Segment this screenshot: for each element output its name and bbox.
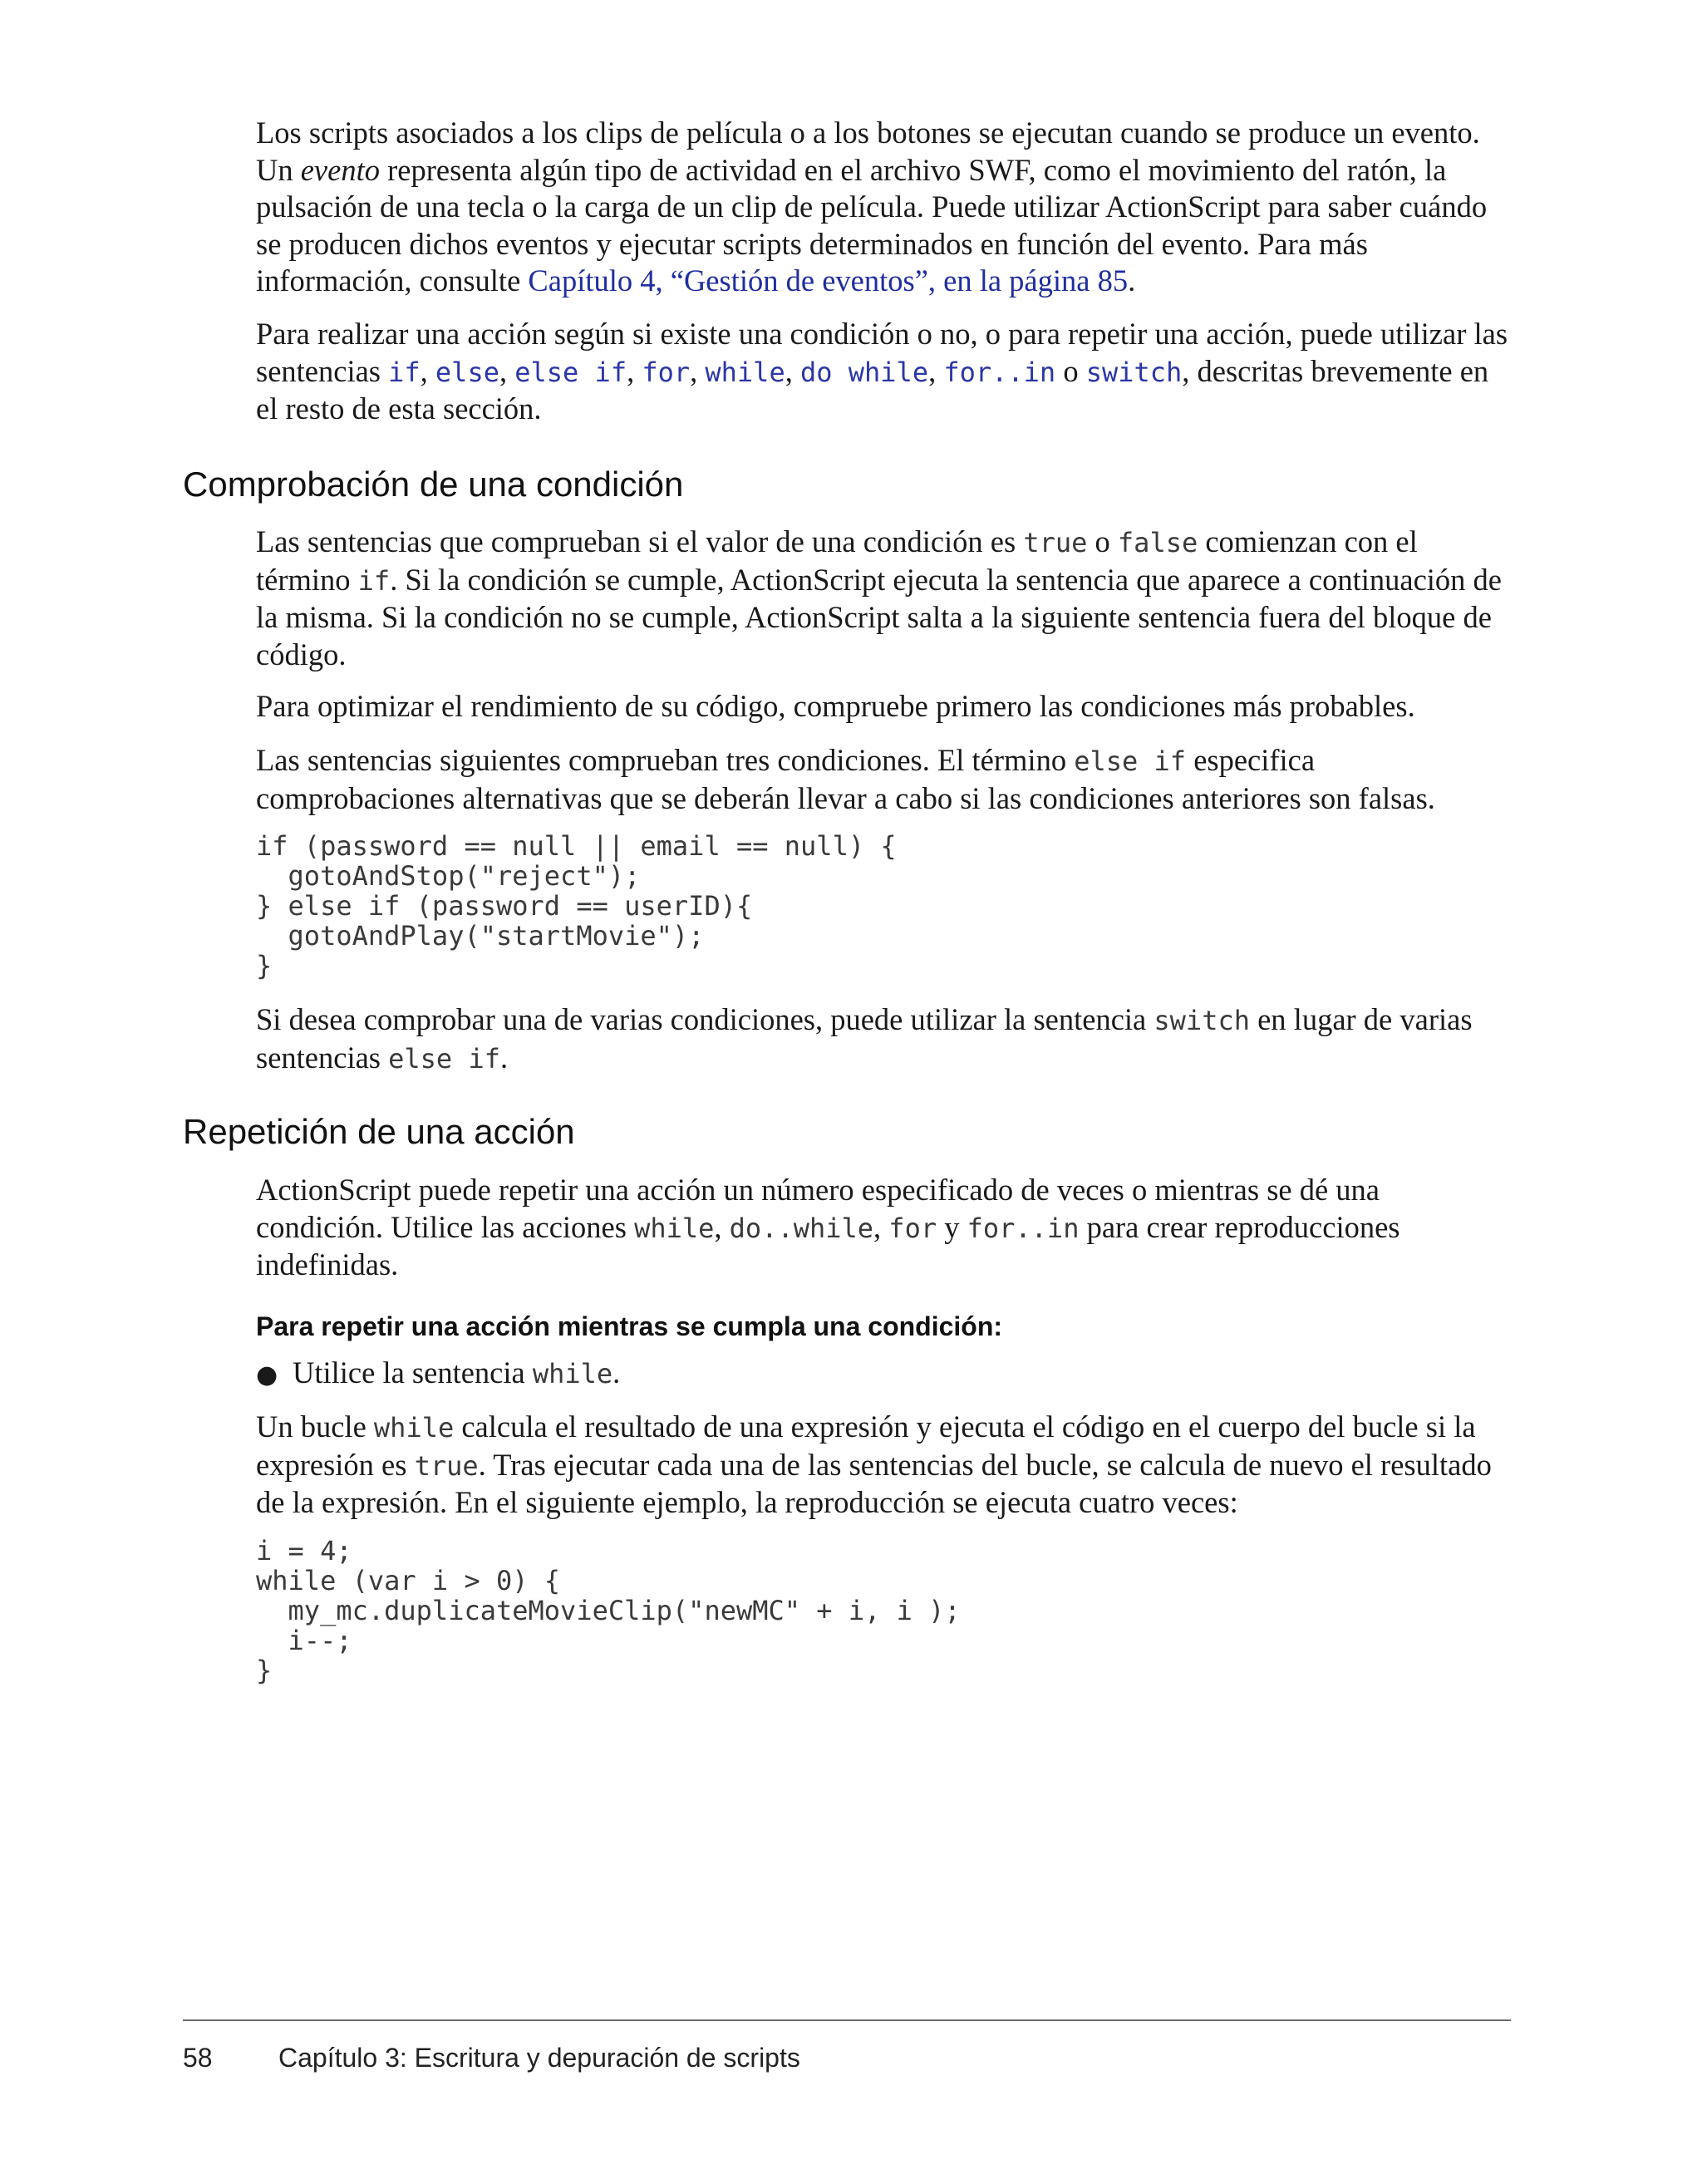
code-true: true xyxy=(414,1449,479,1482)
code-block-while: i = 4; while (var i > 0) { my_mc.duplicateMovieClip("newMC" + i, i ); i--; } xyxy=(256,1535,961,1686)
code-else-if: else if xyxy=(1074,745,1187,777)
if-link[interactable]: if xyxy=(388,356,421,388)
text: para crear reproducciones indefinidas. xyxy=(256,1209,1400,1281)
text: especifica comprobaciones alternativas que se deberán llevar a cabo si las condiciones anteriores son falsas. xyxy=(256,743,1435,815)
text: . Si la condición se cumple, ActionScript ejecuta la sentencia que aparece a continuación de la misma. Si la condición no se cumple, ActionScript salta a la siguiente sentencia fuera del bloque de código. xyxy=(256,562,1502,671)
code-if: if xyxy=(357,564,391,597)
switch-link[interactable]: switch xyxy=(1085,356,1183,388)
code-else-if: else if xyxy=(388,1042,500,1075)
else-link[interactable]: else xyxy=(435,356,499,388)
intro2-text-a: Para realizar una acción según si existe una condición o no, o para repetir una acción, puede utilizar las sentencias xyxy=(256,317,1508,388)
intro2-text-b: , descritas brevemente en el resto de esta sección. xyxy=(256,353,1489,425)
text: . Tras ejecutar cada una de las sentencias del bucle, se calcula de nuevo el resultado de la expresión. En el siguiente ejemplo, la reproducción se ejecuta cuatro veces: xyxy=(256,1447,1492,1519)
condition-paragraph-3 xyxy=(256,742,1511,817)
code-for: for xyxy=(888,1212,937,1244)
text: Si desea comprobar una de varias condiciones, puede utilizar la sentencia xyxy=(256,1002,1154,1036)
text: Utilice la sentencia xyxy=(293,1355,533,1390)
chapter-4-link[interactable]: Capítulo 4, “Gestión de eventos”, en la página 85 xyxy=(528,263,1129,298)
separator: , xyxy=(499,353,515,388)
text: calcula el resultado de una expresión y ejecuta el código en el cuerpo del bucle si la expresión es xyxy=(256,1409,1476,1482)
code-while: while xyxy=(373,1412,455,1444)
code-true: true xyxy=(1023,527,1088,558)
for-link[interactable]: for xyxy=(642,356,691,388)
code-do-while: do..while xyxy=(729,1212,874,1244)
procedure-heading: Para repetir una acción mientras se cumpla una condición: xyxy=(256,1311,1003,1341)
condition-paragraph-2 xyxy=(256,688,1511,726)
text: comienzan con el término xyxy=(256,524,1418,597)
separator: , xyxy=(627,353,642,388)
footer-rule xyxy=(183,2019,1511,2021)
conjunction: y xyxy=(937,1209,967,1244)
code-false: false xyxy=(1117,527,1198,558)
text: Las sentencias que comprueban si el valor de una condición es xyxy=(256,524,1024,558)
bullet-item xyxy=(256,1355,620,1395)
code-while: while xyxy=(634,1212,715,1244)
optimize-text: Para optimizar el rendimiento de su código, compruebe primero las condiciones más probables. xyxy=(256,689,1415,723)
code-switch: switch xyxy=(1154,1005,1250,1036)
separator: , xyxy=(873,1209,889,1244)
intro-text-end: . xyxy=(1128,263,1136,298)
code-while: while xyxy=(532,1358,613,1390)
section-heading-condition: Comprobación de una condición xyxy=(183,465,684,504)
repeat-paragraph-1 xyxy=(256,1172,1511,1284)
intro-paragraph-2 xyxy=(256,316,1511,428)
while-link[interactable]: while xyxy=(705,356,785,388)
do-while-link[interactable]: do while xyxy=(799,356,929,388)
text: o xyxy=(1087,524,1118,558)
intro-text-b: representa algún tipo de actividad en el archivo SWF, como el movimiento del ratón, la pulsación de una tecla o la carga de un clip de película. Puede utilizar ActionScript para saber cuándo se producen dichos eventos y ejecutar scripts determinados en función del evento. Para más información, consulte xyxy=(256,152,1488,298)
text: en lugar de varias sentencias xyxy=(256,1002,1473,1075)
intro-text-a: Los scripts asociados a los clips de película o a los botones se ejecutan cuando se produce un evento. Un xyxy=(256,116,1480,187)
text: . xyxy=(499,1040,509,1075)
separator: , xyxy=(714,1209,730,1244)
for-in-link[interactable]: for..in xyxy=(943,356,1056,388)
separator: , xyxy=(420,353,435,388)
condition-paragraph-4 xyxy=(256,1001,1511,1077)
text: ActionScript puede repetir una acción un número especificado de veces o mientras se dé una condición. Utilice las acciones xyxy=(256,1173,1380,1244)
else-if-link[interactable]: else if xyxy=(514,356,627,388)
page-number: 58 xyxy=(183,2043,213,2073)
bullet-icon: ● xyxy=(256,1360,278,1390)
conjunction: o xyxy=(1055,353,1086,388)
intro-emphasis: evento xyxy=(300,152,380,187)
chapter-title: Capítulo 3: Escritura y depuración de scripts xyxy=(278,2043,800,2073)
condition-paragraph-1 xyxy=(256,524,1511,673)
section-heading-repeat: Repetición de una acción xyxy=(183,1112,575,1151)
repeat-paragraph-2 xyxy=(256,1409,1511,1522)
text: Un bucle xyxy=(256,1409,374,1444)
text: . xyxy=(612,1355,621,1390)
intro-paragraph-1 xyxy=(256,115,1511,300)
code-for-in: for..in xyxy=(967,1212,1080,1244)
code-block-if-else: if (password == null || email == null) { gotoAndStop("reject"); } else if (password == userID){ gotoAndPlay("startMovie"); } xyxy=(256,830,897,981)
separator: , xyxy=(690,353,706,388)
separator: , xyxy=(785,353,800,388)
separator: , xyxy=(928,353,944,388)
text: Las sentencias siguientes comprueban tres condiciones. El término xyxy=(256,743,1075,777)
